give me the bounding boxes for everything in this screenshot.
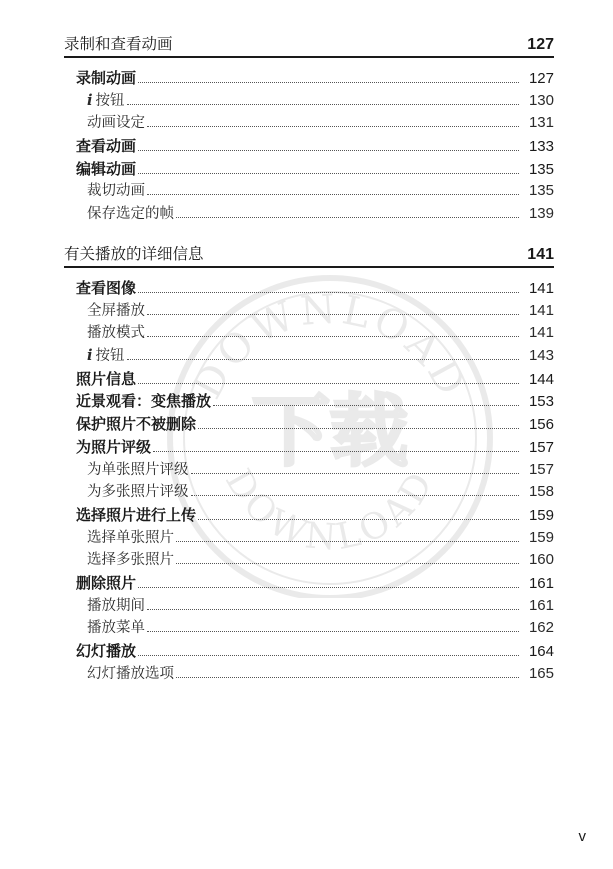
entry-title — [87, 617, 145, 640]
toc-entry[interactable] — [64, 390, 554, 413]
entry-title-text: 按钮 — [95, 348, 125, 365]
entry-title-text: 全屏播放 — [87, 302, 145, 319]
entry-title — [76, 67, 136, 90]
entry-title-text: 裁切动画 — [87, 183, 145, 200]
entry-page-number: 159 — [528, 506, 554, 524]
entry-title-text: 为多张照片评级 — [87, 484, 189, 501]
entry-title-text: 动画设定 — [87, 115, 145, 132]
entry-title-text: 查看图像 — [76, 279, 137, 297]
dot-leader — [198, 428, 519, 429]
dot-leader — [191, 473, 520, 474]
entry-page-number: 139 — [528, 205, 554, 223]
toc-entry[interactable] — [64, 203, 554, 226]
watermark-bottom-text: DOWNLOAD — [216, 462, 444, 559]
toc-entry[interactable] — [64, 459, 554, 482]
watermark-center-text: 下载 — [251, 387, 409, 477]
entry-title — [76, 413, 196, 436]
entry-page-number: 141 — [528, 301, 554, 319]
toc-entry[interactable] — [64, 135, 554, 158]
toc-entry[interactable] — [64, 158, 554, 181]
entry-title-text: 为照片评级 — [76, 437, 152, 456]
section-heading[interactable] — [64, 32, 554, 58]
entry-title — [87, 180, 145, 203]
dot-leader — [147, 126, 519, 127]
entry-title-text: 编辑动画 — [76, 159, 137, 178]
entry-page-number: 160 — [528, 551, 554, 569]
dot-leader — [138, 82, 519, 83]
toc-entry[interactable] — [64, 368, 554, 391]
toc-entry[interactable] — [64, 617, 554, 640]
dot-leader — [191, 495, 520, 496]
entry-title — [87, 527, 174, 550]
entry-title-text: 为单张照片评级 — [87, 461, 189, 478]
entry-title — [87, 345, 125, 368]
toc-entry[interactable] — [64, 67, 554, 90]
entry-title-text: 近景观看：变焦播放 — [76, 392, 212, 411]
entry-title-text: 选择照片进行上传 — [76, 505, 197, 524]
entry-title — [87, 112, 145, 135]
entry-title-text: 保护照片不被删除 — [76, 415, 197, 434]
entry-title — [76, 158, 136, 181]
toc-entry[interactable] — [64, 277, 554, 300]
entry-title — [87, 90, 125, 113]
entry-page-number: 153 — [528, 393, 554, 411]
toc-entry[interactable] — [64, 481, 554, 504]
toc-entry[interactable] — [64, 322, 554, 345]
entry-title — [76, 572, 136, 595]
entry-page-number: 161 — [528, 574, 554, 592]
entry-title — [76, 135, 136, 158]
entry-page-number: 161 — [528, 596, 554, 614]
entry-title — [76, 436, 151, 459]
toc-entry[interactable] — [64, 90, 554, 113]
entry-page-number: 141 — [528, 324, 554, 342]
entry-title-text: 照片信息 — [76, 369, 137, 388]
dot-leader — [147, 314, 519, 315]
page-number-footer: v — [578, 828, 586, 845]
toc-section-playback — [64, 242, 554, 685]
dot-leader — [176, 563, 519, 564]
entry-page-number: 133 — [528, 138, 554, 156]
entry-list — [64, 67, 554, 226]
entry-title-text: 按钮 — [95, 92, 125, 109]
dot-leader — [147, 336, 519, 337]
dot-leader — [147, 609, 519, 610]
dot-leader — [147, 631, 519, 632]
toc-entry[interactable] — [64, 112, 554, 135]
entry-title-text: 选择多张照片 — [87, 552, 174, 569]
watermark-top-text: DOWNLOAD — [184, 285, 476, 407]
dot-leader — [176, 217, 519, 218]
entry-title — [87, 459, 189, 482]
entry-title-text: 播放期间 — [87, 597, 145, 614]
entry-title-text: 录制动画 — [76, 69, 137, 87]
toc-entry[interactable] — [64, 504, 554, 527]
entry-page-number: 131 — [528, 114, 554, 132]
entry-title-text: 选择单张照片 — [87, 529, 174, 546]
entry-page-number: 165 — [528, 664, 554, 682]
entry-page-number: 162 — [528, 619, 554, 637]
section-page-number: 127 — [527, 36, 554, 53]
entry-title-text: 幻灯播放 — [76, 642, 137, 660]
dot-leader — [176, 677, 519, 678]
toc-entry[interactable] — [64, 640, 554, 663]
info-i-button-icon: i — [87, 91, 93, 109]
entry-page-number: 130 — [528, 91, 554, 109]
entry-title — [87, 300, 145, 323]
entry-page-number: 143 — [528, 347, 554, 365]
toc-entry[interactable] — [64, 300, 554, 323]
section-heading[interactable] — [64, 242, 554, 268]
entry-title — [87, 549, 174, 572]
entry-title — [87, 481, 189, 504]
entry-title — [76, 277, 136, 300]
entry-page-number: 157 — [528, 438, 554, 456]
entry-page-number: 159 — [528, 528, 554, 546]
entry-title-text: 保存选定的帧 — [87, 206, 174, 223]
entry-page-number: 135 — [528, 182, 554, 200]
section-page-number: 141 — [527, 246, 554, 263]
entry-title — [76, 640, 136, 663]
entry-page-number: 164 — [528, 643, 554, 660]
dot-leader — [138, 655, 519, 656]
entry-page-number: 156 — [528, 416, 554, 434]
entry-title-text: 幻灯播放选项 — [87, 665, 174, 682]
entry-page-number: 127 — [528, 70, 554, 87]
entry-page-number: 141 — [528, 280, 554, 297]
entry-list — [64, 277, 554, 685]
entry-title-text: 删除照片 — [76, 573, 137, 592]
entry-page-number: 157 — [528, 460, 554, 478]
dot-leader — [138, 150, 519, 151]
toc-entry[interactable] — [64, 436, 554, 459]
toc-section-movies — [64, 32, 554, 226]
dot-leader — [213, 405, 519, 406]
toc-entry[interactable] — [64, 413, 554, 436]
dot-leader — [198, 519, 519, 520]
toc-entry[interactable] — [64, 549, 554, 572]
entry-title-text: 播放菜单 — [87, 620, 145, 637]
entry-title — [76, 504, 196, 527]
dot-leader — [127, 104, 519, 105]
entry-title-text: 查看动画 — [76, 137, 137, 156]
entry-page-number: 158 — [528, 483, 554, 501]
entry-title — [76, 390, 211, 413]
dot-leader — [153, 451, 519, 452]
entry-title — [76, 368, 136, 391]
dot-leader — [176, 541, 519, 542]
info-i-button-icon: i — [87, 347, 93, 365]
entry-title — [87, 663, 174, 686]
dot-leader — [138, 292, 519, 293]
toc-entry[interactable] — [64, 663, 554, 686]
section-title: 有关播放的详细信息 — [64, 245, 204, 263]
entry-title — [87, 322, 145, 345]
entry-title — [87, 595, 145, 618]
toc-entry[interactable] — [64, 527, 554, 550]
toc-entry[interactable] — [64, 180, 554, 203]
toc-entry[interactable] — [64, 572, 554, 595]
entry-page-number: 144 — [528, 370, 554, 388]
toc-entry[interactable] — [64, 345, 554, 368]
dot-leader — [138, 587, 519, 588]
dot-leader — [138, 173, 519, 174]
toc-entry[interactable] — [64, 595, 554, 618]
entry-title-text: 播放模式 — [87, 325, 145, 342]
entry-title — [87, 203, 174, 226]
dot-leader — [138, 383, 519, 384]
dot-leader — [147, 194, 519, 195]
dot-leader — [127, 359, 519, 360]
entry-page-number: 135 — [528, 160, 554, 178]
section-title: 录制和查看动画 — [64, 35, 173, 53]
